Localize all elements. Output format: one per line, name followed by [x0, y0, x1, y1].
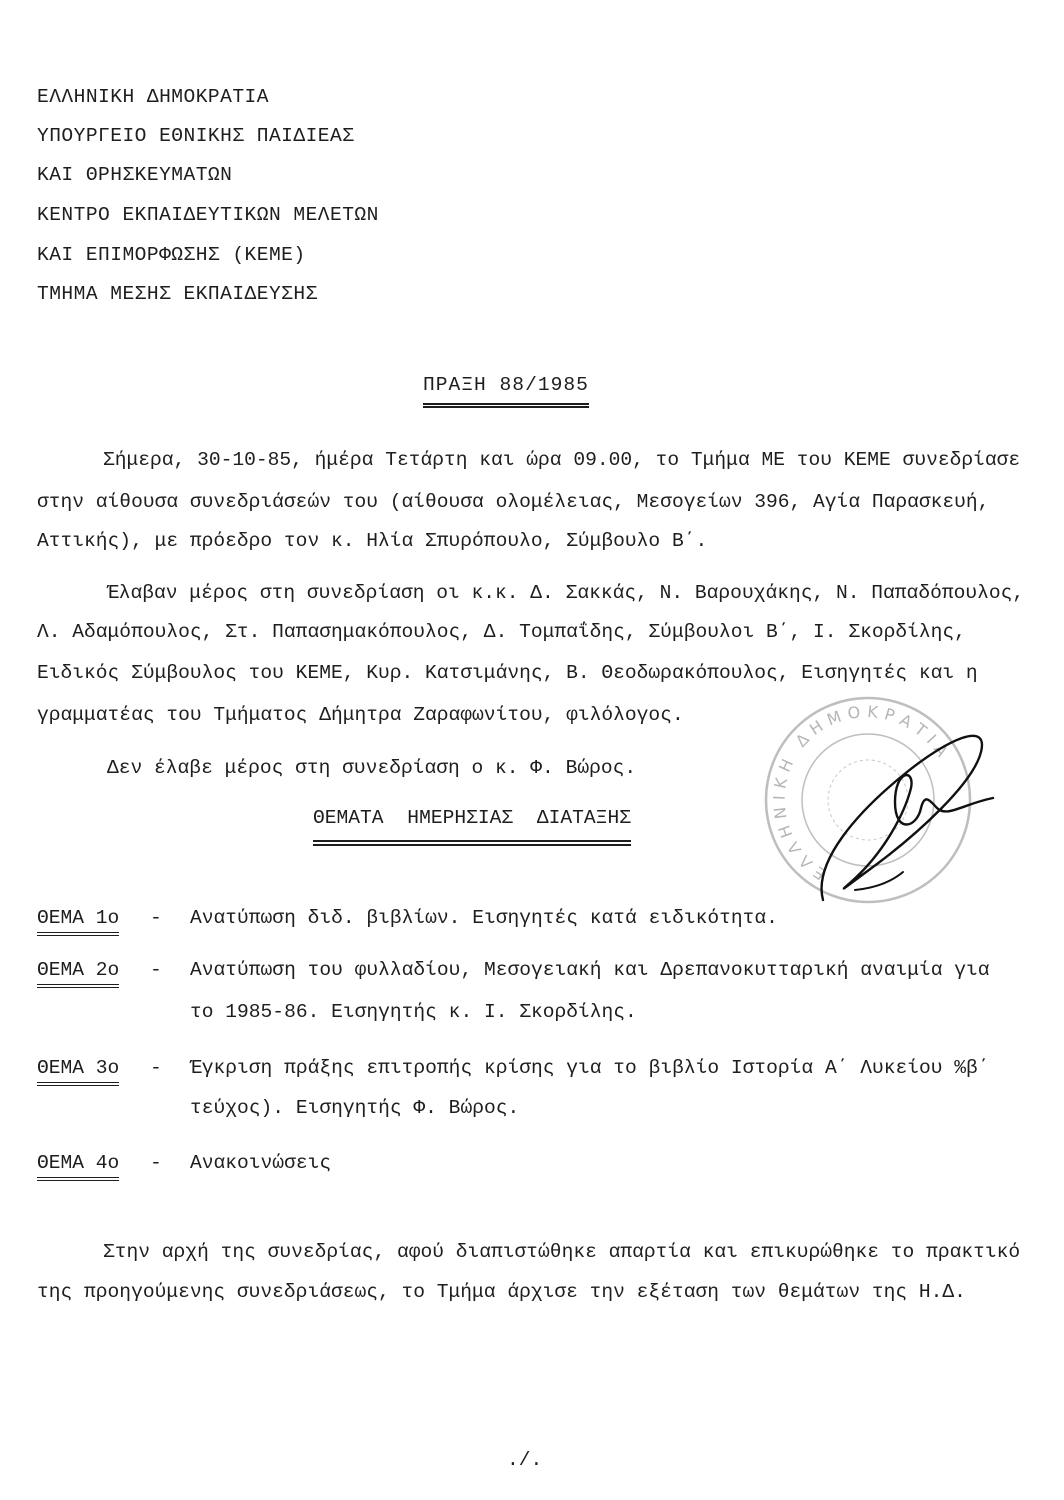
letterhead-line: ΚΑΙ ΕΠΙΜΟΡΦΩΣΗΣ (ΚΕΜΕ) — [37, 244, 306, 266]
agenda-item-dash: - — [150, 959, 162, 981]
stamp-lettering-path: ΕΛΛΗΝΙΚΗ ΔΗΜΟΚΡΑΤΙΑ — [769, 701, 956, 884]
proceedings-paragraph-line: Στην αρχή της συνεδρίας, αφού διαπιστώθηκε απαρτία και επικυρώθηκε το πρακτικό — [103, 1241, 1021, 1263]
agenda-item-text: το 1985-86. Εισηγητής κ. Ι. Σκορδίλης. — [190, 1001, 637, 1023]
agenda-item-label: ΘΕΜΑ 2ο — [37, 958, 119, 988]
agenda-item-text: Ανατύπωση διδ. βιβλίων. Εισηγητές κατά ειδικότητα. — [190, 907, 778, 929]
letterhead-line: ΤΜΗΜΑ ΜΕΣΗΣ ΕΚΠΑΙΔΕΥΣΗΣ — [37, 283, 318, 305]
proceedings-paragraph-line: της προηγούμενης συνεδριάσεως, το Τμήμα άρχισε την εξέταση των θεμάτων της Η.Δ. — [37, 1281, 966, 1303]
attendance-paragraph-line: Έλαβαν μέρος στη συνεδρίαση οι κ.κ. Δ. Σακκάς, Ν. Βαρουχάκης, Ν. Παπαδόπουλος, — [107, 582, 1025, 604]
attendance-paragraph-line: Λ. Αδαμόπουλος, Στ. Παπασημακόπουλος, Δ. Τομπαΐδης, Σύμβουλοι Β΄, Ι. Σκορδίλης, — [37, 621, 966, 643]
agenda-item-label: ΘΕΜΑ 1ο — [37, 906, 119, 936]
agenda-item-label: ΘΕΜΑ 4ο — [37, 1151, 119, 1181]
letterhead-line: ΥΠΟΥΡΓΕΙΟ ΕΘΝΙΚΗΣ ΠΑΙΔΙΕΑΣ — [37, 125, 355, 147]
agenda-item-dash: - — [150, 907, 162, 929]
opening-paragraph-line: στην αίθουσα συνεδριάσεών του (αίθουσα ολομέλειας, Μεσογείων 396, Αγία Παρασκευή, — [37, 491, 990, 513]
signature-stroke — [822, 736, 993, 900]
document-title: ΠΡΑΞΗ 88/1985 — [423, 373, 589, 408]
letterhead-line: ΕΛΛΗΝΙΚΗ ΔΗΜΟΚΡΑΤΙΑ — [37, 86, 269, 108]
attendance-paragraph-line: Ειδικός Σύμβουλος του ΚΕΜΕ, Κυρ. Κατσιμάνης, Β. Θεοδωρακόπουλος, Εισηγητές και η — [37, 662, 978, 684]
absence-line: Δεν έλαβε μέρος στη συνεδρίαση ο κ. Φ. Βώρος. — [107, 757, 637, 779]
letterhead-line: ΚΑΙ ΘΡΗΣΚΕΥΜΑΤΩΝ — [37, 164, 233, 186]
opening-paragraph-line: Αττικής), με πρόεδρο τον κ. Ηλία Σπυρόπουλο, Σύμβουλο Β΄. — [37, 530, 708, 552]
agenda-item-text: Ανατύπωση του φυλλαδίου, Μεσογειακή και Δρεπανοκυτταρική αναιμία για — [190, 959, 990, 981]
agenda-item-text: Ανακοινώσεις — [190, 1152, 332, 1174]
opening-paragraph-line: Σήμερα, 30-10-85, ήμέρα Τετάρτη και ώρα 09.00, το Τμήμα ΜΕ του ΚΕΜΕ συνεδρίασε — [103, 449, 1021, 471]
page-continuation-marker: ./. — [507, 1449, 543, 1471]
agenda-item-dash: - — [150, 1152, 162, 1174]
agenda-item-text: τεύχος). Εισηγητής Φ. Βώρος. — [190, 1097, 520, 1119]
attendance-paragraph-line: γραμματέας του Τμήματος Δήμητρα Ζαραφωνίτου, φιλόλογος. — [37, 704, 684, 726]
agenda-item-dash: - — [150, 1057, 162, 1079]
agenda-item-label: ΘΕΜΑ 3ο — [37, 1056, 119, 1086]
agenda-heading: ΘΕΜΑΤΑ ΗΜΕΡΗΣΙΑΣ ΔΙΑΤΑΞΗΣ — [313, 806, 631, 846]
handwritten-signature — [795, 712, 995, 912]
agenda-item-text: Έγκριση πράξης επιτροπής κρίσης για το βιβλίο Ιστορία Α΄ Λυκείου %β΄ — [190, 1057, 990, 1079]
letterhead-line: ΚΕΝΤΡΟ ΕΚΠΑΙΔΕΥΤΙΚΩΝ ΜΕΛΕΤΩΝ — [37, 204, 379, 226]
